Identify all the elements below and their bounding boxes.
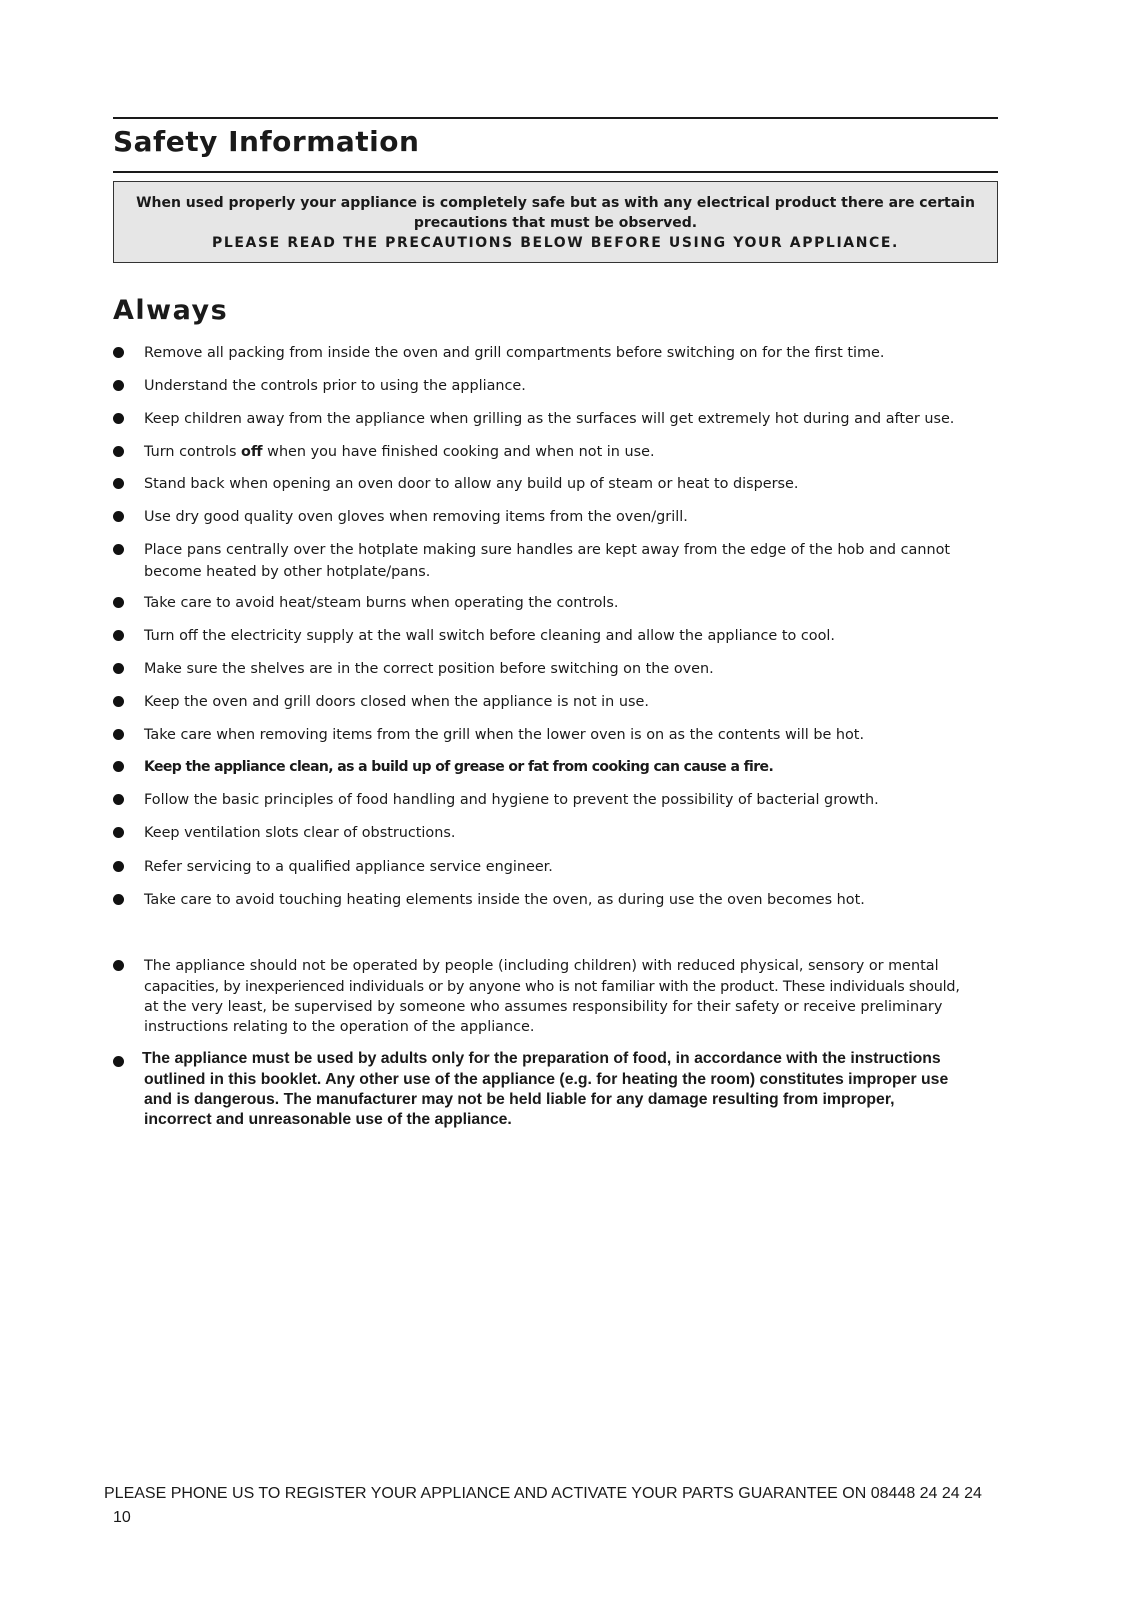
list-item-text-line: capacities, by inexperienced individuals or by anyone who is not familiar with the product. These individuals should, [144,979,960,995]
bullet-icon [113,511,124,522]
title-bottom-rule [113,171,998,173]
page-number: 10 [113,1509,131,1526]
bullet-icon [113,761,124,772]
list-item-text-line: and is dangerous. The manufacturer may not be held liable for any damage resulting from improper, [144,1091,895,1108]
bullet-icon [113,630,124,641]
bullet-icon [113,446,124,457]
text-segment: when you have finished cooking and when not in use. [262,444,655,460]
list-item-text [144,442,1004,463]
bullet-icon [113,794,124,805]
list-item-text: Use dry good quality oven gloves when removing items from the oven/grill. [144,509,688,525]
emphasis-off: off [241,444,263,460]
bullet-icon [113,380,124,391]
bullet-icon [113,960,124,971]
bullet-icon [113,597,124,608]
bullet-icon [113,347,124,358]
list-item-text: Remove all packing from inside the oven and grill compartments before switching on for the first time. [144,345,885,361]
list-item-text: Take care when removing items from the grill when the lower oven is on as the contents will be hot. [144,727,865,743]
text-segment: Turn controls [144,444,242,460]
list-item-text-line: Place pans centrally over the hotplate making sure handles are kept away from the edge of the hob and cannot [144,542,951,558]
list-item-text: Keep ventilation slots clear of obstructions. [144,825,456,841]
list-item-text: Follow the basic principles of food handling and hygiene to prevent the possibility of bacterial growth. [144,792,879,808]
bullet-icon [113,696,124,707]
list-item-text-line: at the very least, be supervised by someone who assumes responsibility for their safety or receive preliminary [144,999,943,1015]
list-item-text: Take care to avoid heat/steam burns when operating the controls. [144,595,619,611]
notice-line-1: When used properly your appliance is completely safe but as with any electrical product there are certain [136,195,975,211]
bullet-icon [113,827,124,838]
list-item-text: Turn off the electricity supply at the wall switch before cleaning and allow the appliance to cool. [144,628,835,644]
safety-notice-box [113,181,998,263]
list-item-text-line: incorrect and unreasonable use of the appliance. [144,1111,512,1128]
bullet-icon [113,861,124,872]
bullet-icon [113,413,124,424]
page-title: Safety Information [113,125,420,158]
bullet-icon [113,544,124,555]
title-top-rule [113,117,998,119]
list-item-text-line: outlined in this booklet. Any other use of the appliance (e.g. for heating the room) constitutes improper use [144,1071,949,1088]
list-item-text: Keep the oven and grill doors closed when the appliance is not in use. [144,694,649,710]
bullet-icon [113,729,124,740]
list-item-text: Refer servicing to a qualified appliance service engineer. [144,859,553,875]
list-item-text: Keep children away from the appliance when grilling as the surfaces will get extremely hot during and after use. [144,411,955,427]
bullet-icon [113,663,124,674]
list-item-text-fire-warning: Keep the appliance clean, as a build up of grease or fat from cooking can cause a fire. [144,759,774,775]
bullet-icon [113,478,124,489]
list-item-text-line: The appliance must be used by adults only for the preparation of food, in accordance with the instructions [142,1050,941,1067]
bullet-icon [113,1056,124,1067]
list-item-text: Understand the controls prior to using the appliance. [144,378,526,394]
list-item-text-line: become heated by other hotplate/pans. [144,564,431,580]
list-item-text-line: The appliance should not be operated by people (including children) with reduced physical, sensory or mental [144,958,939,974]
bullet-icon [113,894,124,905]
section-heading-always: Always [113,295,229,326]
list-item-text: Stand back when opening an oven door to allow any build up of steam or heat to disperse. [144,476,799,492]
notice-line-2: precautions that must be observed. [413,215,698,231]
notice-line-3: PLEASE READ THE PRECAUTIONS BELOW BEFORE USING YOUR APPLIANCE. [212,235,899,251]
list-item-text: Take care to avoid touching heating elements inside the oven, as during use the oven becomes hot. [144,892,865,908]
list-item-text: Make sure the shelves are in the correct position before switching on the oven. [144,661,714,677]
footer-registration-note: PLEASE PHONE US TO REGISTER YOUR APPLIANCE AND ACTIVATE YOUR PARTS GUARANTEE ON 08448 24 24 24 [104,1485,982,1502]
list-item-text-line: instructions relating to the operation of the appliance. [144,1019,535,1035]
